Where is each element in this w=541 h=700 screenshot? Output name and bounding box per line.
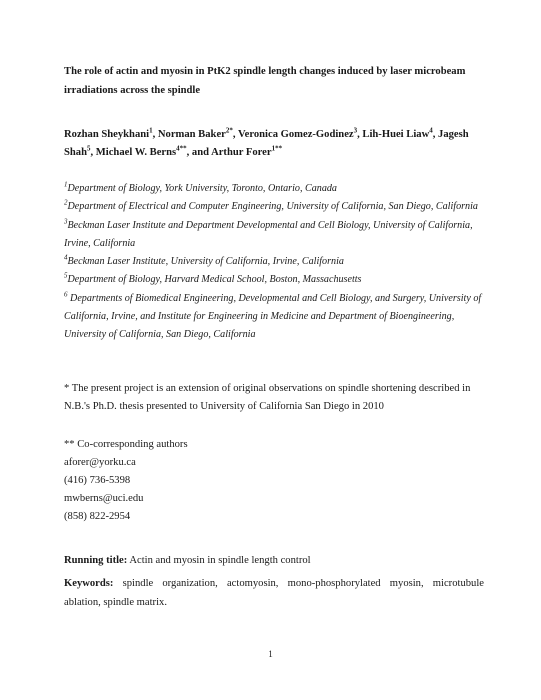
affiliation-number: 2 xyxy=(64,198,68,207)
author-separator: , xyxy=(232,129,238,140)
author-name: Michael W. Berns xyxy=(95,147,177,158)
author-name: Arthur Forer xyxy=(211,147,272,158)
affiliation-text: Department of Biology, Harvard Medical School, Boston, Massachusetts xyxy=(67,274,362,286)
affiliation-text: Beckman Laser Institute, University of California, Irvine, California xyxy=(67,256,344,268)
author-name: Lih-Huei Liaw xyxy=(362,129,430,140)
keywords-label: Keywords: xyxy=(64,578,114,589)
running-title xyxy=(64,552,484,570)
affiliation-item xyxy=(64,198,484,216)
affiliation-item xyxy=(64,290,484,345)
affiliation-item xyxy=(64,253,484,271)
author-name: Veronica Gomez-Godinez xyxy=(237,129,354,140)
author-name: Rozhan Sheykhani xyxy=(64,129,150,140)
author-separator: , xyxy=(357,129,363,140)
author-affiliation-mark: 4** xyxy=(176,144,187,153)
affiliation-number: 1 xyxy=(64,180,68,189)
paper-title: The role of actin and myosin in PtK2 spindle length changes induced by laser microbeam irradiations across the spindle xyxy=(64,66,466,96)
author-affiliation-mark: 1 xyxy=(149,126,153,135)
affiliation-text: Departments of Biomedical Engineering, Developmental and Cell Biology, and Surgery, University of California, Irvine, and Institute for Engineering in Medicine and Department of Bioengineering, University of California, San Diego, California xyxy=(64,292,482,341)
affiliation-number: 6 xyxy=(64,290,68,299)
author-affiliation-mark: 1** xyxy=(271,144,283,153)
corresponding-authors xyxy=(64,436,484,526)
affiliation-text: Department of Electrical and Computer Engineering, University of California, San Diego, California xyxy=(67,201,478,213)
affiliation-list xyxy=(64,180,484,345)
running-title-label: Running title: xyxy=(64,555,128,566)
project-note: * The present project is an extension of original observations on spindle shortening described in N.B.'s Ph.D. thesis presented to University of California San Diego in 2010 xyxy=(64,383,471,412)
running-title-text: Actin and myosin in spindle length control xyxy=(127,555,311,566)
affiliation-number: 4 xyxy=(64,253,68,262)
affiliation-item xyxy=(64,180,484,198)
author-list xyxy=(64,126,484,162)
affiliation-number: 5 xyxy=(64,272,68,281)
contact-email-berns[interactable]: mwberns@uci.edu xyxy=(64,493,144,504)
corresponding-heading: ** Co-corresponding authors xyxy=(64,439,188,450)
keywords xyxy=(64,574,484,612)
contact-email-forer[interactable]: aforer@yorku.ca xyxy=(64,457,136,468)
affiliation-text: Department of Biology, York University, Toronto, Ontario, Canada xyxy=(67,183,337,194)
keywords-text: spindle organization, actomyosin, mono-phosphorylated myosin, microtubule ablation, spindle matrix. xyxy=(64,578,484,608)
affiliation-item xyxy=(64,271,484,289)
affiliation-item xyxy=(64,217,484,254)
page-number: 1 xyxy=(268,649,273,659)
author-name: Norman Baker xyxy=(157,129,226,140)
affiliation-text: Beckman Laser Institute and Department Developmental and Cell Biology, University of California, Irvine, California xyxy=(64,219,473,249)
author-separator: , xyxy=(152,129,158,140)
author-affiliation-mark: 5 xyxy=(86,144,91,153)
contact-phone-forer: (416) 736-5398 xyxy=(64,475,131,486)
author-separator: , xyxy=(432,129,439,140)
author-affiliation-mark: 3 xyxy=(353,126,358,135)
author-separator: , and xyxy=(186,147,212,158)
contact-phone-berns: (858) 822-2954 xyxy=(64,511,131,522)
author-affiliation-mark: 2* xyxy=(225,126,233,135)
author-separator: , xyxy=(90,147,96,158)
author-affiliation-mark: 4 xyxy=(429,126,433,135)
affiliation-number: 3 xyxy=(64,217,68,226)
author-name: Jagesh Shah xyxy=(64,129,469,158)
